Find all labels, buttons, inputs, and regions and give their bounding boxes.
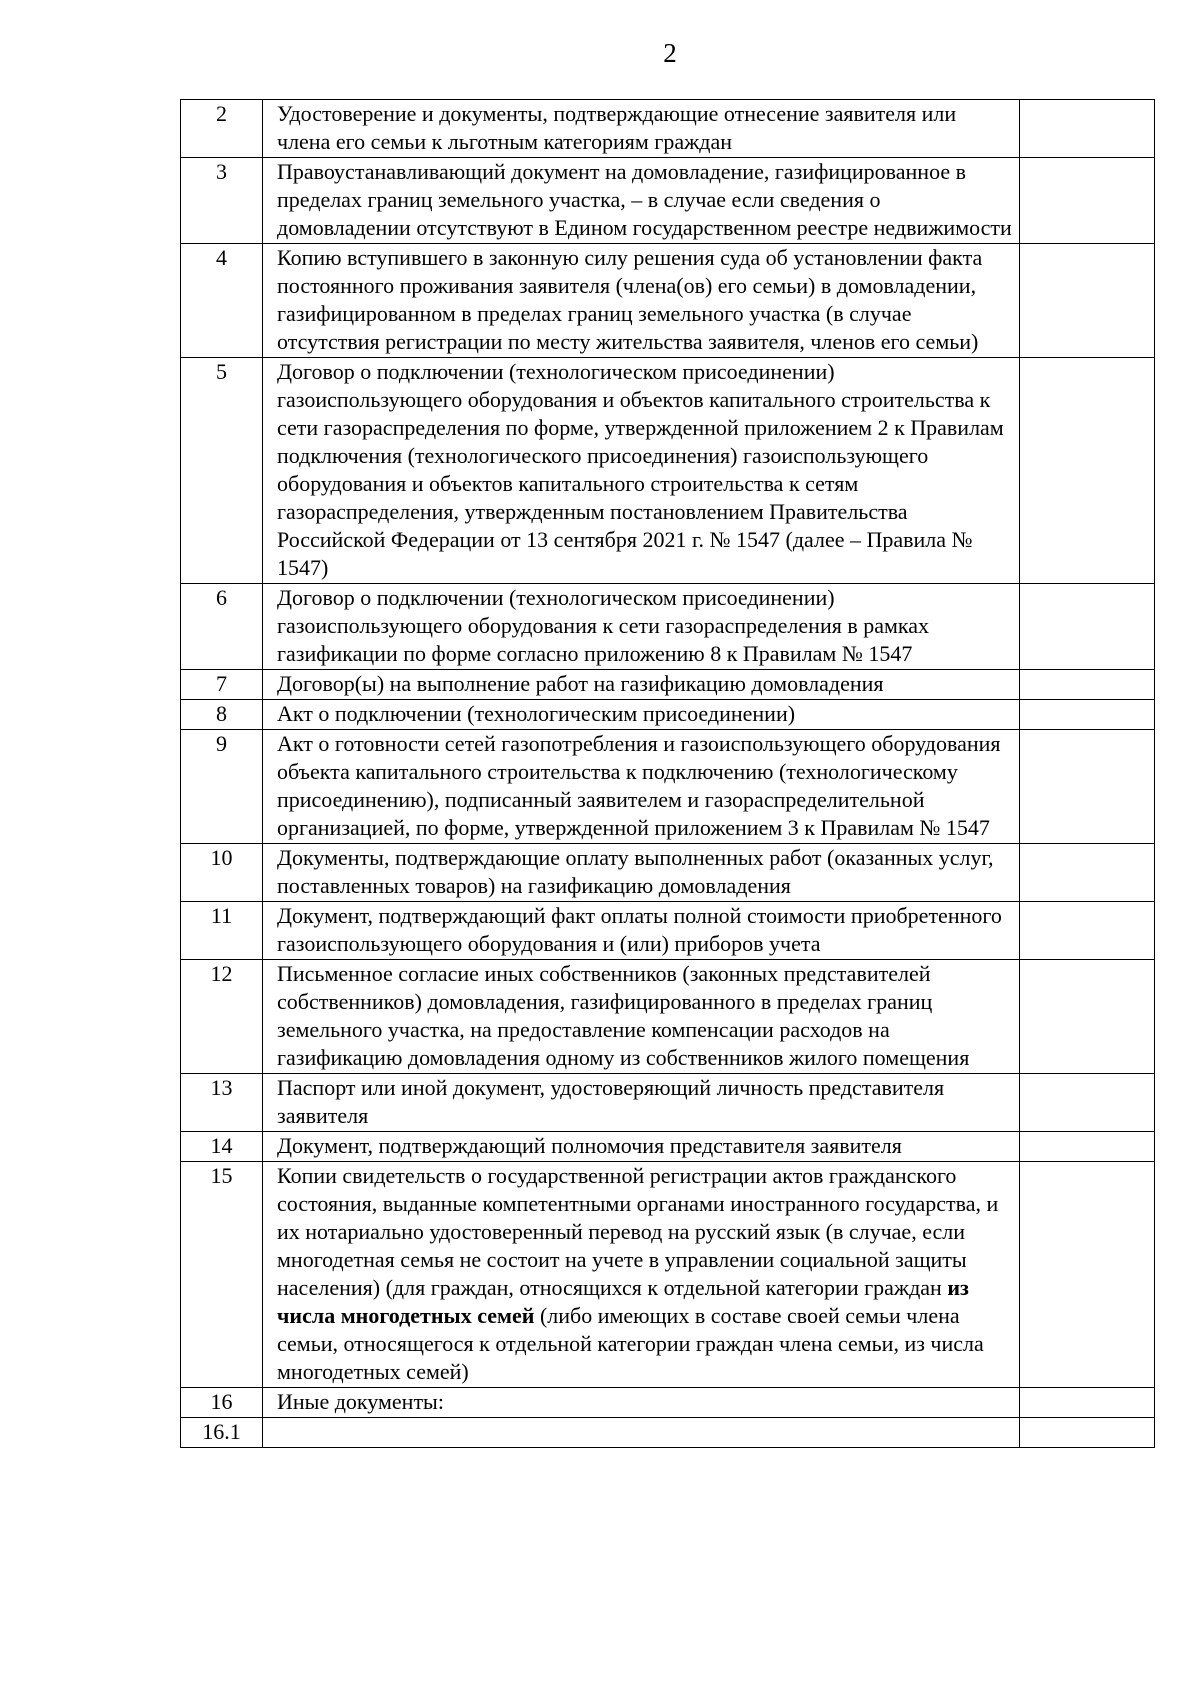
table-row bbox=[181, 844, 1155, 902]
row-mark-cell bbox=[1020, 100, 1155, 158]
row-mark-cell bbox=[1020, 1074, 1155, 1132]
row-mark-cell bbox=[1020, 730, 1155, 844]
row-number: 4 bbox=[181, 244, 263, 358]
row-mark-cell bbox=[1020, 584, 1155, 670]
row-text bbox=[263, 1418, 1020, 1448]
row-mark-cell bbox=[1020, 158, 1155, 244]
row-number: 14 bbox=[181, 1132, 263, 1162]
row-text: Удостоверение и документы, подтверждающие отнесение заявителя или члена его семьи к льготным категориям граждан bbox=[263, 100, 1020, 158]
row-text bbox=[263, 1162, 1020, 1388]
row-number: 8 bbox=[181, 700, 263, 730]
table-row bbox=[181, 1162, 1155, 1388]
row-number: 2 bbox=[181, 100, 263, 158]
row-text-part: Копии свидетельств о государственной регистрации актов гражданского состояния, выданные компетентными органами иностранного государства, и их нотариально удостоверенный перевод на русский язык (в случае, если многодетная семья не состоит на учете в управлении социальной защиты населения) (для граждан, относящихся к отдельной категории граждан bbox=[277, 1163, 999, 1300]
row-mark-cell bbox=[1020, 244, 1155, 358]
row-mark-cell bbox=[1020, 670, 1155, 700]
table-row bbox=[181, 1388, 1155, 1418]
row-number: 7 bbox=[181, 670, 263, 700]
row-text-bold-part: из числа многодетных семей bbox=[277, 1275, 969, 1328]
row-number: 10 bbox=[181, 844, 263, 902]
row-number: 3 bbox=[181, 158, 263, 244]
row-text: Иные документы: bbox=[263, 1388, 1020, 1418]
page-number: 2 bbox=[663, 38, 677, 68]
row-number: 5 bbox=[181, 358, 263, 584]
row-number: 16 bbox=[181, 1388, 263, 1418]
row-text-part: (либо имеющих в составе своей семьи члена семьи, относящегося к отдельной категории граждан члена семьи, из числа многодетных семей) bbox=[277, 1303, 984, 1384]
row-mark-cell bbox=[1020, 700, 1155, 730]
row-text: Договор(ы) на выполнение работ на газификацию домовладения bbox=[263, 670, 1020, 700]
row-text: Документ, подтверждающий полномочия представителя заявителя bbox=[263, 1132, 1020, 1162]
table-row bbox=[181, 358, 1155, 584]
table-row bbox=[181, 700, 1155, 730]
row-text: Договор о подключении (технологическом присоединении) газоиспользующего оборудования к сети газораспределения в рамках газификации по форме согласно приложению 8 к Правилам № 1547 bbox=[263, 584, 1020, 670]
row-text: Копию вступившего в законную силу решения суда об установлении факта постоянного проживания заявителя (члена(ов) его семьи) в домовладении, газифицированном в пределах границ земельного участка (в случае отсутствия регистрации по месту жительства заявителя, членов его семьи) bbox=[263, 244, 1020, 358]
row-mark-cell bbox=[1020, 902, 1155, 960]
table-row bbox=[181, 100, 1155, 158]
row-text: Акт о готовности сетей газопотребления и газоиспользующего оборудования объекта капитального строительства к подключению (технологическому присоединению), подписанный заявителем и газораспределительной организацией, по форме, утвержденной приложением 3 к Правилам № 1547 bbox=[263, 730, 1020, 844]
row-mark-cell bbox=[1020, 1132, 1155, 1162]
row-mark-cell bbox=[1020, 1418, 1155, 1448]
table-row bbox=[181, 244, 1155, 358]
row-mark-cell bbox=[1020, 1162, 1155, 1388]
row-text: Правоустанавливающий документ на домовладение, газифицированное в пределах границ земельного участка, – в случае если сведения о домовладении отсутствуют в Едином государственном реестре недвижимости bbox=[263, 158, 1020, 244]
row-mark-cell bbox=[1020, 358, 1155, 584]
table-row bbox=[181, 730, 1155, 844]
table-row bbox=[181, 960, 1155, 1074]
table-row bbox=[181, 584, 1155, 670]
table-row bbox=[181, 670, 1155, 700]
row-mark-cell bbox=[1020, 960, 1155, 1074]
row-number: 16.1 bbox=[181, 1418, 263, 1448]
row-number: 13 bbox=[181, 1074, 263, 1132]
documents-table bbox=[180, 99, 1155, 1448]
row-text: Документ, подтверждающий факт оплаты полной стоимости приобретенного газоиспользующего оборудования и (или) приборов учета bbox=[263, 902, 1020, 960]
table-row bbox=[181, 902, 1155, 960]
row-number: 12 bbox=[181, 960, 263, 1074]
table-row bbox=[181, 1132, 1155, 1162]
row-number: 11 bbox=[181, 902, 263, 960]
row-text: Письменное согласие иных собственников (законных представителей собственников) домовладения, газифицированного в пределах границ земельного участка, на предоставление компенсации расходов на газификацию домовладения одному из собственников жилого помещения bbox=[263, 960, 1020, 1074]
table-row bbox=[181, 158, 1155, 244]
row-text: Документы, подтверждающие оплату выполненных работ (оказанных услуг, поставленных товаров) на газификацию домовладения bbox=[263, 844, 1020, 902]
row-mark-cell bbox=[1020, 844, 1155, 902]
row-text: Паспорт или иной документ, удостоверяющий личность представителя заявителя bbox=[263, 1074, 1020, 1132]
row-text: Договор о подключении (технологическом присоединении) газоиспользующего оборудования и объектов капитального строительства к сети газораспределения по форме, утвержденной приложением 2 к Правилам подключения (технологического присоединения) газоиспользующего оборудования и объектов капитального строительства к сетям газораспределения, утвержденным постановлением Правительства Российской Федерации от 13 сентября 2021 г. № 1547 (далее – Правила № 1547) bbox=[263, 358, 1020, 584]
row-mark-cell bbox=[1020, 1388, 1155, 1418]
table-row bbox=[181, 1418, 1155, 1448]
row-text: Акт о подключении (технологическим присоединении) bbox=[263, 700, 1020, 730]
row-number: 9 bbox=[181, 730, 263, 844]
row-number: 6 bbox=[181, 584, 263, 670]
table-row bbox=[181, 1074, 1155, 1132]
row-number: 15 bbox=[181, 1162, 263, 1388]
